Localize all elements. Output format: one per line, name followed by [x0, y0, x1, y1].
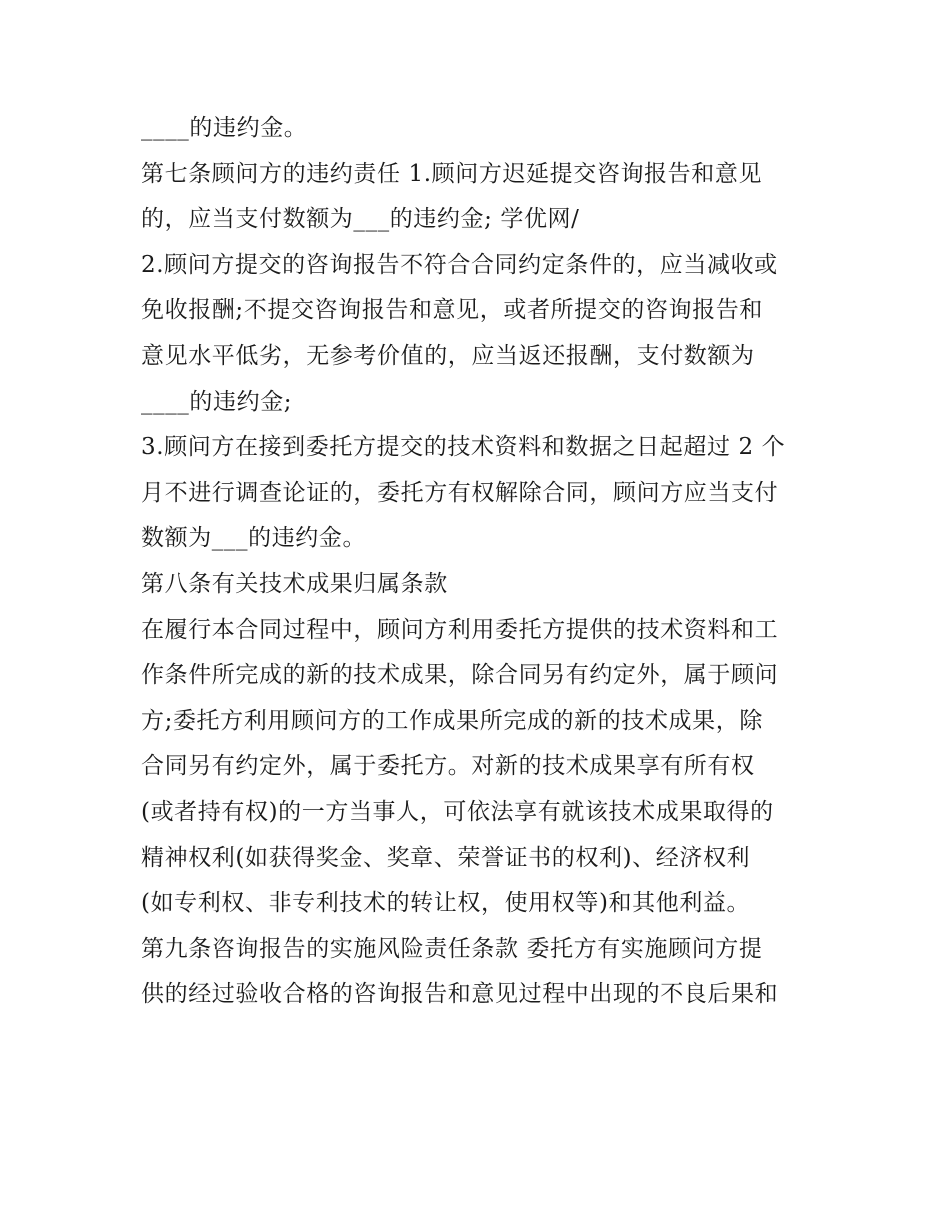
text-line: 免收报酬;不提交咨询报告和意见，或者所提交的咨询报告和 [141, 297, 763, 324]
text-line: 精神权利(如获得奖金、奖章、荣誉证书的权利)、经济权利 [141, 844, 751, 871]
text-line: 2.顾问方提交的咨询报告不符合合同约定条件的，应当减收或 [141, 251, 778, 278]
text-line: 在履行本合同过程中，顾问方利用委托方提供的技术资料和工 [141, 616, 779, 643]
text-line: (或者持有权)的一方当事人，可依法享有就该技术成果取得的 [141, 798, 774, 825]
text-line: (如专利权、非专利技术的转让权，使用权等)和其他利益。 [141, 890, 751, 917]
text-line: 作条件所完成的新的技术成果，除合同另有约定外，属于顾问 [141, 662, 779, 689]
text-line: 第七条顾问方的违约责任 1.顾问方迟延提交咨询报告和意见 [141, 160, 763, 187]
text-line: 意见水平低劣，无参考价值的，应当返还报酬，支付数额为 [141, 342, 755, 369]
text-line: 月不进行调查论证的，委托方有权解除合同，顾问方应当支付 [141, 479, 779, 506]
text-line: 方;委托方利用顾问方的工作成果所完成的新的技术成果，除 [141, 707, 763, 734]
document-body [141, 106, 821, 1018]
text-line: ____的违约金; [141, 388, 293, 415]
text-line: 的，应当支付数额为___的违约金; 学优网/ [141, 206, 580, 233]
text-line: ____的违约金。 [141, 115, 308, 141]
text-line: 供的经过验收合格的咨询报告和意见过程中出现的不良后果和 [141, 981, 779, 1008]
text-line: 第九条咨询报告的实施风险责任条款 委托方有实施顾问方提 [141, 935, 763, 962]
text-line: 合同另有约定外，属于委托方。对新的技术成果享有所有权 [141, 753, 755, 780]
text-line: 3.顾问方在接到委托方提交的技术资料和数据之日起超过 2 个 [141, 434, 786, 461]
section-heading: 第八条有关技术成果归属条款 [141, 570, 448, 597]
text-line: 数额为___的违约金。 [141, 525, 367, 552]
